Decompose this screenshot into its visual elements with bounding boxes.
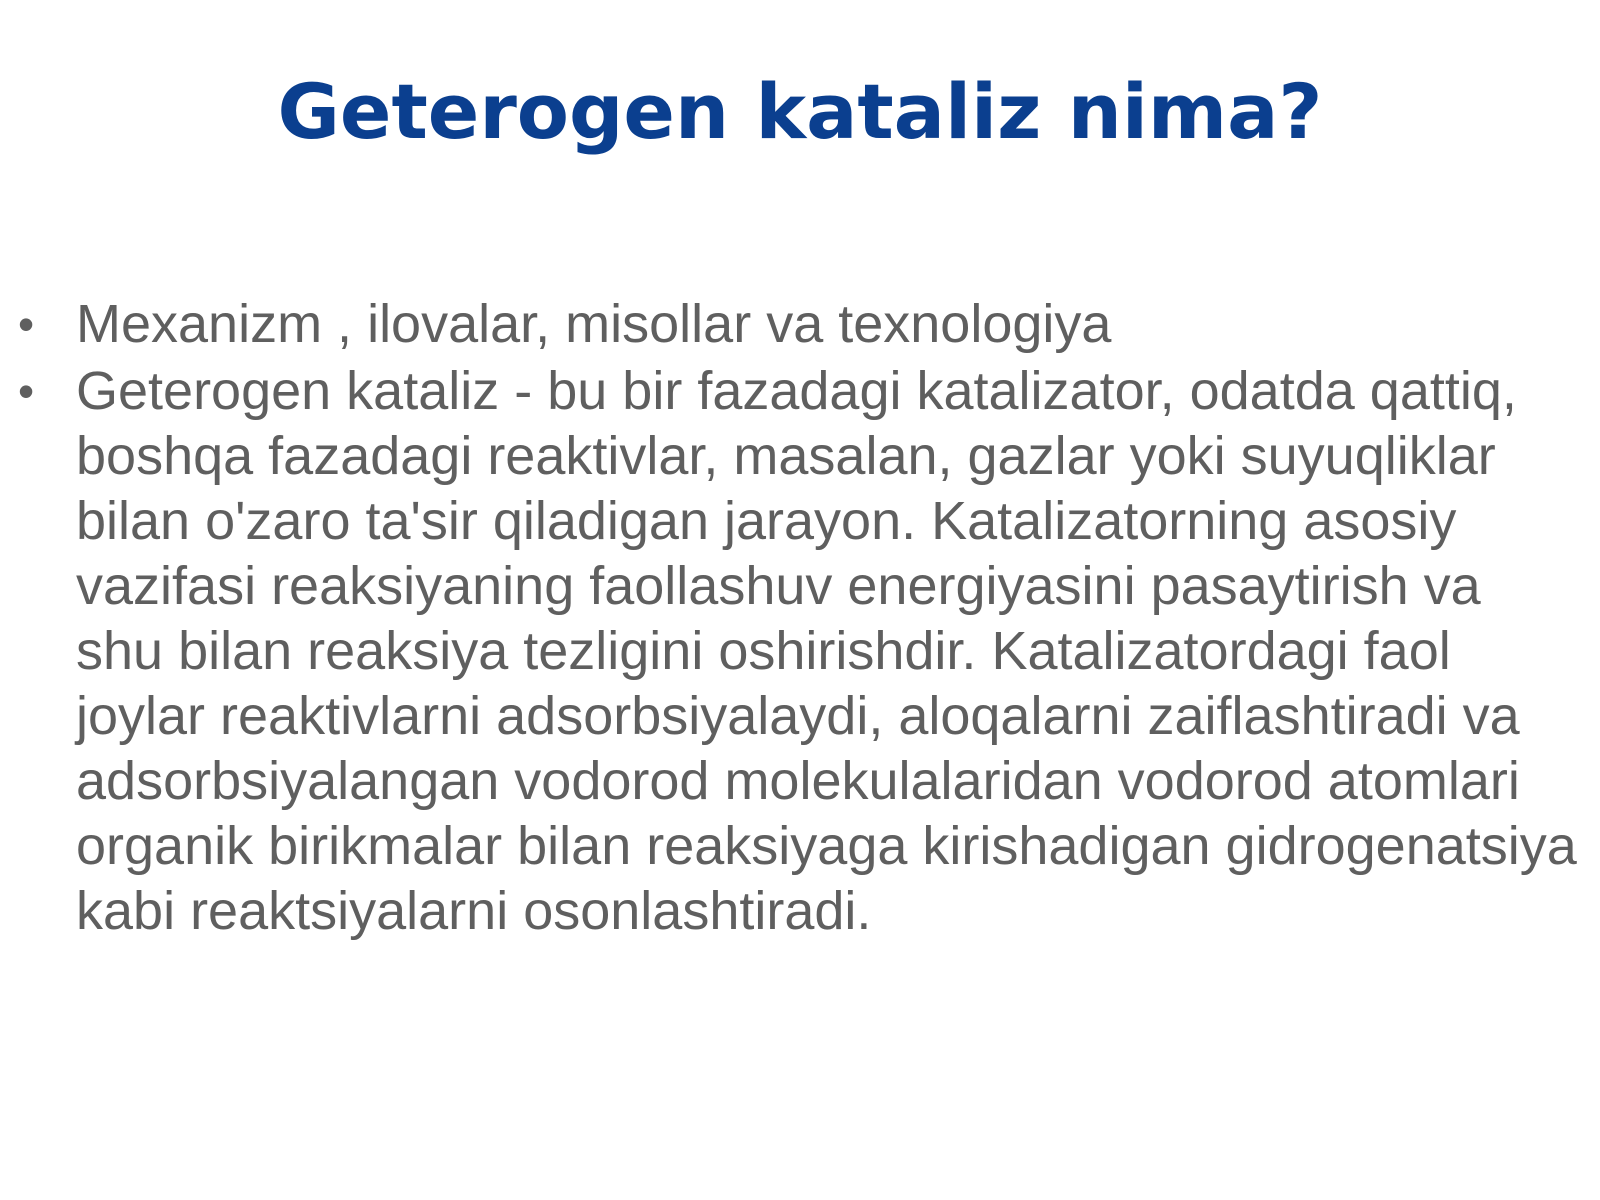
- bullet-icon: •: [18, 365, 35, 417]
- bullet-item: [0, 359, 1580, 944]
- slide-title: Geterogen kataliz nima?: [277, 67, 1323, 156]
- bullet-item: [0, 292, 1580, 357]
- bullet-list: [0, 292, 1580, 946]
- bullet-text: Mexanizm , ilovalar, misollar va texnologiya: [76, 294, 1112, 354]
- bullet-text: Geterogen kataliz - bu bir fazadagi katalizator, odatda qattiq, boshqa fazadagi reaktivlar, masalan, gazlar yoki suyuqliklar bilan o'zaro ta'sir qiladigan jarayon. Katalizatorning asosiy vazifasi reaksiyaning faollashuv energiyasini pasaytirish va shu bilan reaksiya tezligini oshirishdir. Katalizatordagi faol joylar reaktivlarni adsorbsiyalaydi, aloqalarni zaiflashtiradi va adsorbsiyalangan vodorod molekulalaridan vodorod atomlari organik birikmalar bilan reaksiyaga kirishadigan gidrogenatsiya kabi reaktsiyalarni osonlashtiradi.: [76, 361, 1577, 941]
- bullet-icon: •: [18, 298, 35, 350]
